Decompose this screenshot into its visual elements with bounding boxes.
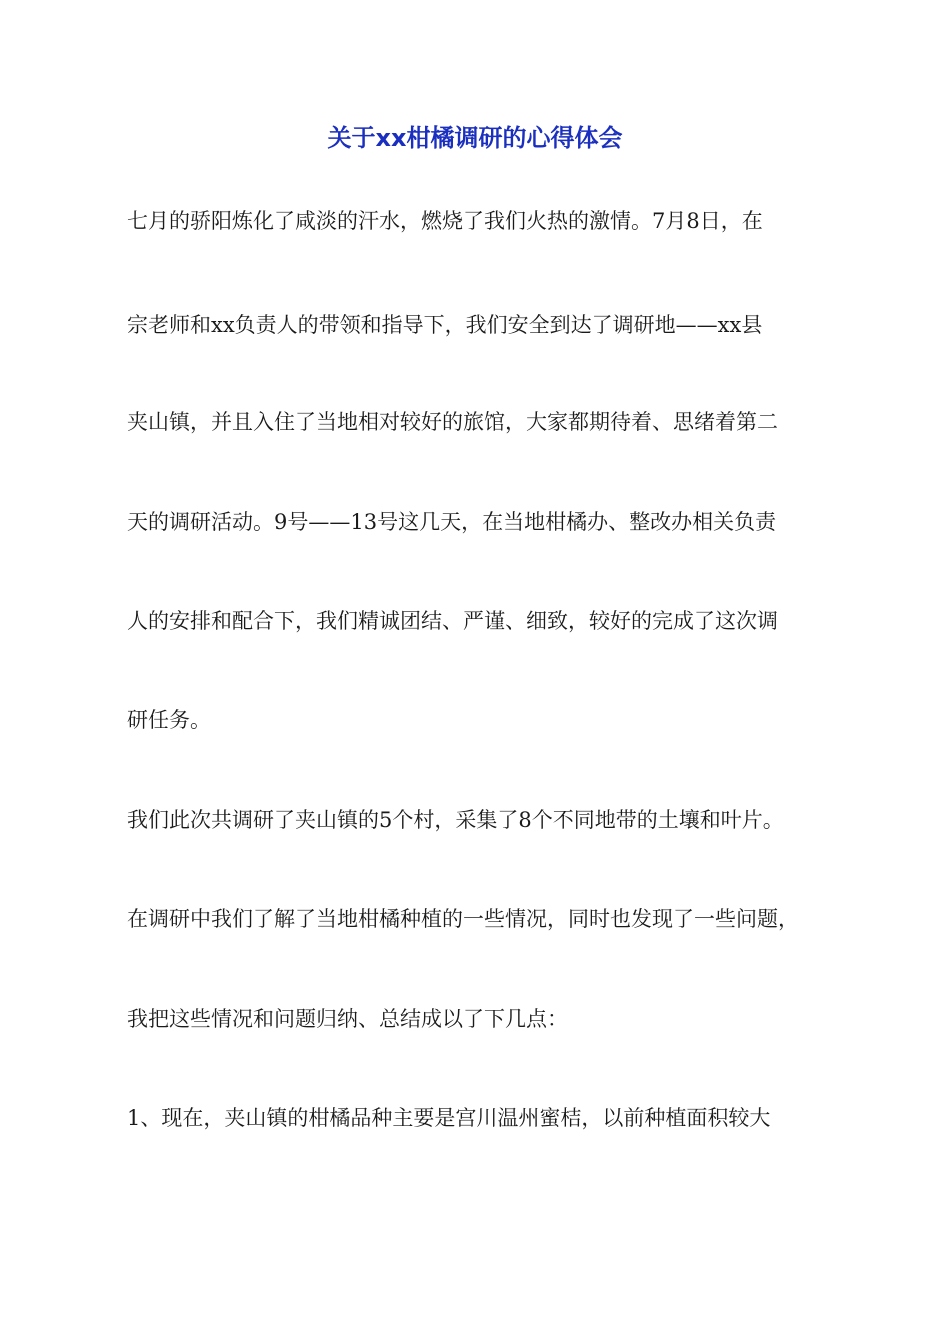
document-title: 关于xx柑橘调研的心得体会 xyxy=(327,124,623,152)
text-line: 七月的骄阳炼化了咸淡的汗水，燃烧了我们火热的激情。7月8日，在 xyxy=(127,209,763,233)
text-line: 1、现在，夹山镇的柑橘品种主要是宫川温州蜜桔，以前种植面积较大 xyxy=(127,1106,771,1130)
text-line: 夹山镇，并且入住了当地相对较好的旅馆，大家都期待着、思绪着第二 xyxy=(127,410,778,434)
text-line: 我们此次共调研了夹山镇的5个村，采集了8个不同地带的土壤和叶片。 xyxy=(127,808,784,832)
text-line: 天的调研活动。9号——13号这几天，在当地柑橘办、整改办相关负责 xyxy=(127,510,777,534)
text-line: 宗老师和xx负责人的带领和指导下，我们安全到达了调研地——xx县 xyxy=(127,313,763,337)
text-line: 在调研中我们了解了当地柑橘种植的一些情况，同时也发现了一些问题， xyxy=(127,907,799,931)
text-line: 人的安排和配合下，我们精诚团结、严谨、细致，较好的完成了这次调 xyxy=(127,609,778,633)
text-line: 我把这些情况和问题归纳、总结成以了下几点： xyxy=(127,1007,568,1031)
text-line: 研任务。 xyxy=(127,708,211,732)
